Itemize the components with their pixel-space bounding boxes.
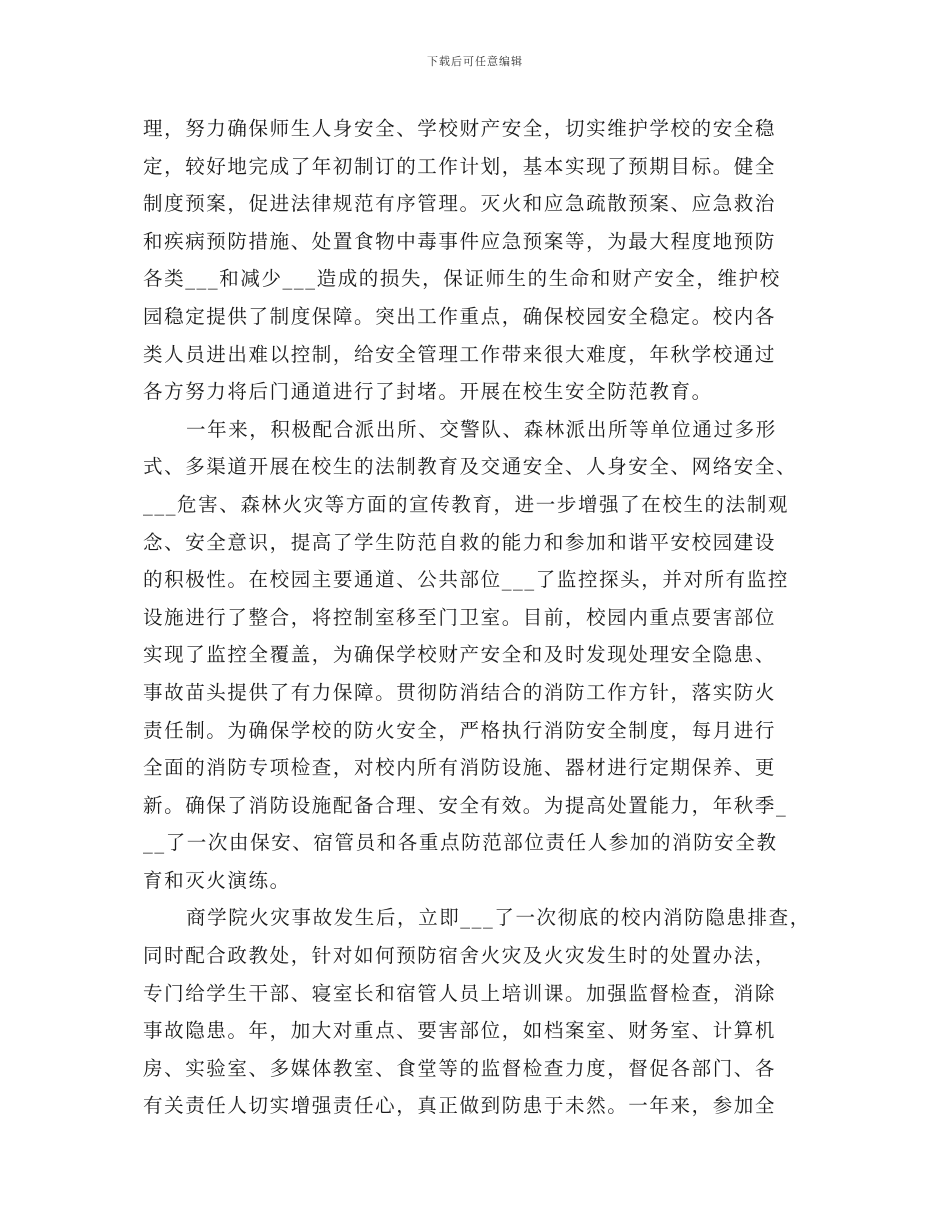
text-line: 同时配合政教处，针对如何预防宿舍火灾及火灾发生时的处置办法， bbox=[143, 944, 777, 968]
text-line: 各类___和减少___造成的损失，保证师生的生命和财产安全，维护校 bbox=[143, 267, 781, 291]
text-line: 的积极性。在校园主要通道、公共部位___了监控探头，并对所有监控 bbox=[143, 568, 789, 592]
text-line: 念、安全意识，提高了学生防范自救的能力和参加和谐平安校园建设 bbox=[143, 530, 777, 554]
text-line: 和疾病预防措施、处置食物中毒事件应急预案等，为最大程度地预防 bbox=[143, 229, 777, 253]
text-line: 全面的消防专项检查，对校内所有消防设施、器材进行定期保养、更 bbox=[143, 756, 777, 780]
text-line: 各方努力将后门通道进行了封堵。开展在校生安全防范教育。 bbox=[143, 380, 713, 404]
text-line: 式、多渠道开展在校生的法制教育及交通安全、人身安全、网络安全、 bbox=[143, 455, 798, 479]
text-line: 定，较好地完成了年初制订的工作计划，基本实现了预期目标。健全 bbox=[143, 154, 777, 178]
text-line: 制度预案，促进法律规范有序管理。灭火和应急疏散预案、应急救治 bbox=[143, 192, 777, 216]
document-body bbox=[143, 110, 813, 1125]
paragraph-1 bbox=[143, 110, 813, 411]
text-line: 育和灭火演练。 bbox=[143, 868, 291, 892]
text-line: 有关责任人切实增强责任心，真正做到防患于未然。一年来，参加全 bbox=[143, 1094, 777, 1118]
text-line: 类人员进出难以控制，给安全管理工作带来很大难度，年秋学校通过 bbox=[143, 342, 777, 366]
text-line: 实现了监控全覆盖，为确保学校财产安全和及时发现处理安全隐患、 bbox=[143, 643, 777, 667]
page-header-note: 下载后可任意编辑 bbox=[427, 55, 523, 68]
paragraph-2 bbox=[143, 411, 813, 900]
text-line: 新。确保了消防设施配备合理、安全有效。为提高处置能力，年秋季_ bbox=[143, 793, 788, 817]
text-line: 园稳定提供了制度保障。突出工作重点，确保校园安全稳定。校内各 bbox=[143, 304, 777, 328]
text-line: 责任制。为确保学校的防火安全，严格执行消防安全制度，每月进行 bbox=[143, 718, 777, 742]
text-line: 理，努力确保师生人身安全、学校财产安全，切实维护学校的安全稳 bbox=[143, 117, 777, 140]
text-line: 事故隐患。年，加大对重点、要害部位，如档案室、财务室、计算机 bbox=[143, 1019, 777, 1043]
text-line: 一年来，积极配合派出所、交警队、森林派出所等单位通过多形 bbox=[186, 417, 777, 441]
text-line: 事故苗头提供了有力保障。贯彻防消结合的消防工作方针，落实防火 bbox=[143, 680, 777, 704]
text-line: ___危害、森林火灾等方面的宣传教育，进一步增强了在校生的法制观 bbox=[143, 492, 789, 516]
text-line: 商学院火灾事故发生后，立即___了一次彻底的校内消防隐患排查， bbox=[186, 906, 811, 930]
text-line: 专门给学生干部、寝室长和宿管人员上培训课。加强监督检查，消除 bbox=[143, 981, 777, 1005]
paragraph-3 bbox=[143, 899, 813, 1125]
text-line: 房、实验室、多媒体教室、食堂等的监督检查力度，督促各部门、各 bbox=[143, 1056, 777, 1080]
text-line: __了一次由保安、宿管员和各重点防范部位责任人参加的消防安全教 bbox=[143, 831, 778, 855]
text-line: 设施进行了整合，将控制室移至门卫室。目前，校园内重点要害部位 bbox=[143, 605, 777, 629]
